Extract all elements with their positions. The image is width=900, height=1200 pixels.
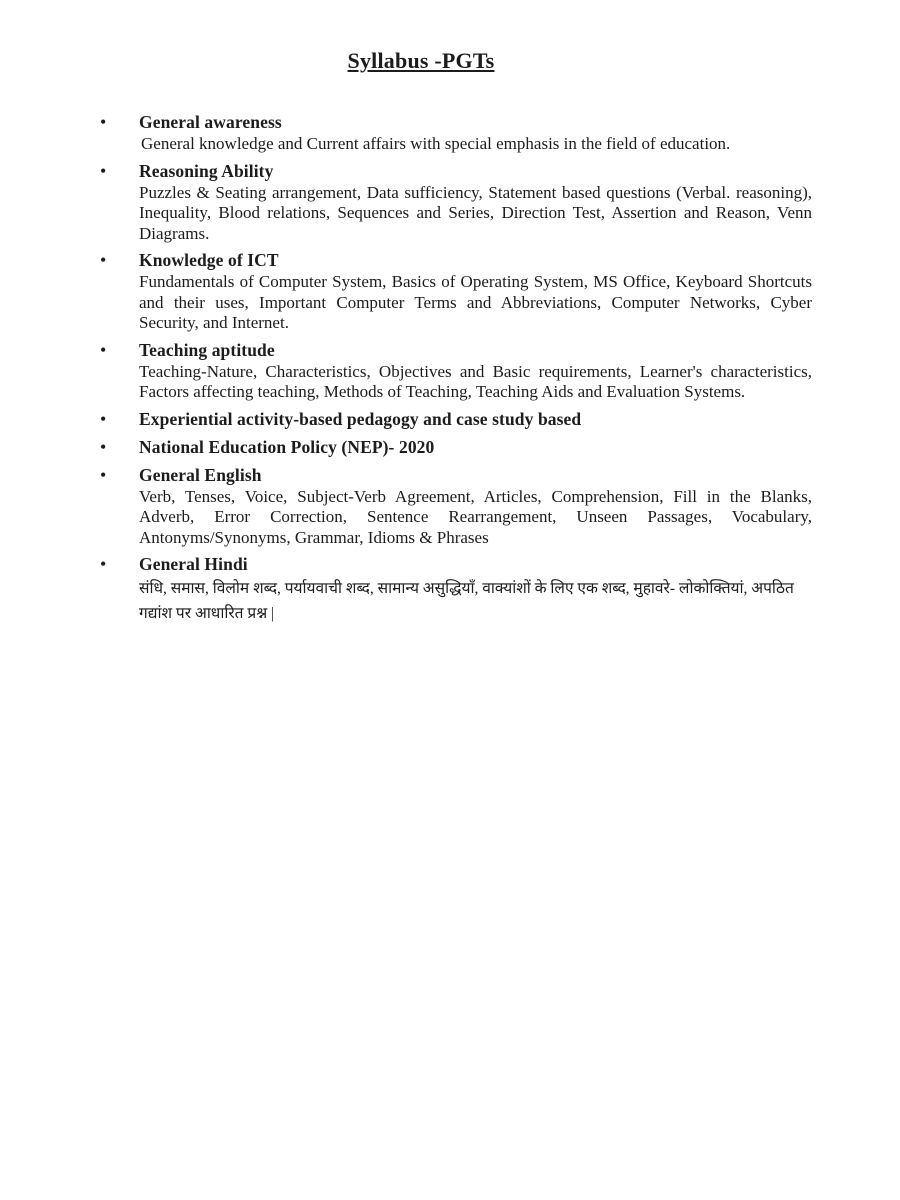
item-heading-general-awareness: • General awareness	[139, 110, 812, 134]
item-description: General knowledge and Current affairs with special emphasis in the field of education.	[141, 134, 731, 153]
syllabus-list	[139, 110, 812, 626]
list-item	[139, 110, 812, 155]
item-description: Teaching-Nature, Characteristics, Objectives and Basic requirements, Learner's characteristics, Factors affecting teaching, Methods of Teaching, Teaching Aids and Evaluation Systems.	[139, 361, 812, 401]
page-title: Syllabus -PGTs	[347, 48, 495, 73]
item-heading-knowledge-of-ict: • Knowledge of ICT	[139, 248, 812, 272]
item-heading-teaching-aptitude: • Teaching aptitude	[139, 338, 812, 362]
item-heading-general-hindi: • General Hindi	[139, 552, 812, 576]
item-heading-nep-2020: • National Education Policy (NEP)- 2020	[139, 435, 812, 459]
list-item	[139, 248, 812, 334]
list-item	[139, 435, 812, 459]
list-item	[139, 552, 812, 626]
list-item	[139, 407, 812, 431]
list-item	[139, 338, 812, 403]
item-description: Verb, Tenses, Voice, Subject-Verb Agreement, Articles, Comprehension, Fill in the Blanks, Adverb, Error Correction, Sentence Rearrangement, Unseen Passages, Vocabulary, Antonyms/Synonyms, Grammar, Idioms & Phrases	[139, 486, 812, 547]
list-item	[139, 463, 812, 549]
list-item	[139, 159, 812, 245]
item-heading-reasoning-ability: • Reasoning Ability	[139, 159, 812, 183]
item-heading-general-english: • General English	[139, 463, 812, 487]
item-heading-experiential-pedagogy: • Experiential activity-based pedagogy and case study based	[139, 407, 812, 431]
item-description: Fundamentals of Computer System, Basics of Operating System, MS Office, Keyboard Shortcuts and their uses, Important Computer Terms and Abbreviations, Computer Networks, Cyber Security, and Internet.	[139, 272, 812, 332]
item-description-hindi: संधि, समास, विलोम शब्द, पर्यायवाची शब्द, सामान्य असुद्धियाँ, वाक्यांशों के लिए एक शब्द, मुहावरे- लोकोक्तियां, अपठित गद्यांश पर आधारित प्रश्न |	[139, 580, 794, 622]
item-description: Puzzles & Seating arrangement, Data sufficiency, Statement based questions (Verbal. reasoning), Inequality, Blood relations, Sequences and Series, Direction Test, Assertion and Reason, Venn Diagrams.	[139, 182, 812, 243]
